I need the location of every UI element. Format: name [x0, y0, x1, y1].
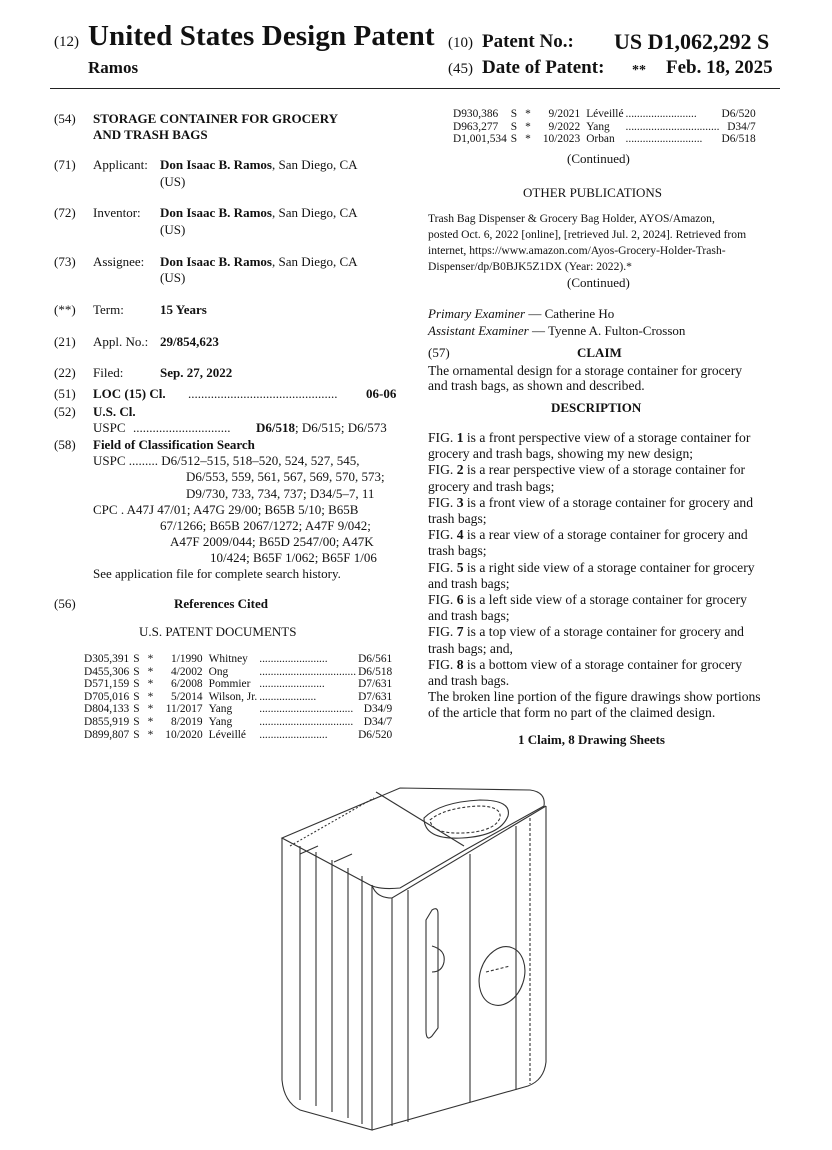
ref-number: D305,391 — [84, 653, 130, 665]
field-search-line: CPC . A47J 47/01; A47G 29/00; B65B 5/10; B65B — [93, 502, 359, 517]
description-line-text: is a front view of a storage container for grocery and — [463, 494, 754, 510]
ref-number: D963,277 — [453, 120, 499, 133]
reference-row — [84, 653, 392, 666]
assistant-examiner — [428, 323, 685, 339]
code-term: (**) — [54, 302, 76, 317]
figure-number: 6 — [456, 592, 464, 608]
top-face-outline — [282, 788, 544, 889]
patent-type-title: United States Design Patent — [88, 20, 435, 52]
ref-date: 11/2017 — [165, 703, 203, 716]
figure-number: 1 — [456, 430, 464, 445]
uspc-dots: .............................. — [133, 420, 231, 435]
side-slot — [426, 909, 438, 1038]
ref-number: D804,133 — [84, 703, 130, 716]
ref-name: Yang — [208, 703, 233, 716]
field-search-line: See application file for complete search history. — [93, 566, 341, 581]
description-line — [428, 576, 778, 592]
description-line-text: The broken line portion of the figure drawings show portions — [428, 689, 761, 705]
continued-references: (Continued) — [567, 151, 630, 166]
description-line-text: is a top view of a storage container for grocery and — [463, 624, 744, 640]
ref-dots: ......................... — [625, 108, 697, 120]
other-publication-line: Dispenser/dp/B0BJK5Z1DX (Year: 2022).* — [428, 260, 632, 273]
description-line-text: and trash bags; — [428, 575, 510, 591]
ref-date: 1/1990 — [170, 653, 203, 665]
ref-dots: .................................. — [259, 665, 357, 678]
inventor-line1 — [160, 205, 358, 221]
header-num12: (12) — [54, 34, 79, 50]
claim-heading: CLAIM — [577, 345, 622, 360]
description-line — [428, 673, 778, 689]
ref-kind: S — [510, 133, 518, 146]
side-face-outline — [372, 806, 546, 1130]
reference-row — [453, 121, 756, 134]
ref-name: Pommier — [208, 678, 251, 691]
ref-class: D6/520 — [358, 728, 393, 741]
other-publication-line: Trash Bag Dispenser & Grocery Bag Holder, AYOS/Amazon, — [428, 212, 715, 225]
ref-dots: ....................... — [259, 678, 325, 691]
figure-number: 8 — [456, 656, 464, 672]
ref-class: D6/518 — [358, 665, 393, 678]
term-value: 15 Years — [160, 302, 207, 317]
description-line-text: and trash bags; — [428, 608, 510, 624]
field-search-line: D6/553, 559, 561, 567, 569, 570, 573; — [186, 469, 385, 484]
description-line — [428, 543, 778, 559]
ref-date: 10/2023 — [542, 133, 581, 146]
ref-class: D34/7 — [727, 120, 756, 133]
header-num45: (45) — [448, 61, 473, 77]
description-line-text: is a right side view of a storage container for grocery — [463, 559, 755, 575]
description-heading: DESCRIPTION — [551, 400, 642, 415]
term-label: Term: — [93, 302, 124, 317]
ref-kind: S — [510, 120, 518, 133]
code-73: (73) — [54, 254, 76, 269]
code-58: (58) — [54, 437, 76, 452]
claim-text-line: and trash bags, as shown and described. — [428, 378, 645, 393]
ref-star: * — [525, 120, 531, 133]
patent-no-label: Patent No.: — [482, 31, 574, 52]
ref-name: Léveillé — [208, 728, 246, 741]
description-line-text: grocery and trash bags, showing my new design; — [428, 446, 694, 462]
appl-no-label: Appl. No.: — [93, 334, 149, 349]
description-line-text: FIG. — [428, 656, 457, 672]
ref-class: D6/561 — [358, 653, 393, 665]
other-publication-line: posted Oct. 6, 2022 [online], [retrieved Jul. 2, 2024]. Retrieved from — [428, 228, 747, 241]
description-line — [428, 446, 778, 462]
header-num10: (10) — [448, 35, 473, 51]
ref-kind: S — [133, 678, 140, 691]
ref-name: Yang — [586, 120, 610, 133]
design-title-line1: STORAGE CONTAINER FOR GROCERY — [93, 111, 339, 126]
ref-name: Whitney — [208, 653, 248, 665]
code-72: (72) — [54, 205, 76, 220]
field-search-line: A47F 2009/044; B65D 2547/00; A47K — [170, 534, 374, 549]
ref-star: * — [525, 108, 531, 120]
code-71: (71) — [54, 157, 76, 172]
figure-number: 4 — [456, 527, 464, 543]
assignee-line1 — [160, 254, 358, 270]
code-56: (56) — [54, 596, 76, 611]
description-line-text: trash bags; — [428, 511, 487, 527]
left-references-table — [84, 653, 392, 741]
uspc-other-classes: ; D6/515; D6/573 — [295, 420, 387, 435]
ref-number: D930,386 — [453, 108, 499, 120]
assignee-name: Don Isaac B. Ramos — [160, 254, 272, 269]
inventor-label: Inventor: — [93, 205, 141, 220]
code-54: (54) — [54, 111, 76, 126]
side-circular-hole — [472, 941, 532, 1012]
applicant-label: Applicant: — [93, 157, 148, 172]
loc-class-dots: .............................................. — [188, 386, 338, 401]
field-search-line: 10/424; B65F 1/062; B65F 1/06 — [210, 550, 377, 565]
ref-star: * — [147, 665, 154, 678]
ref-class: D7/631 — [358, 690, 393, 703]
ref-kind: S — [133, 690, 140, 703]
description-line-text: grocery and trash bags; — [428, 478, 555, 494]
description-line — [428, 657, 778, 673]
ref-class: D34/7 — [363, 715, 393, 728]
reference-row — [84, 703, 392, 716]
description-line — [428, 641, 778, 657]
description-line-text: is a rear view of a storage container for grocery and — [463, 527, 748, 543]
claim-text-line: The ornamental design for a storage container for grocery — [428, 363, 743, 378]
ref-date: 10/2020 — [165, 728, 203, 741]
ref-number: D1,001,534 — [453, 133, 507, 146]
inventor-short-name: Ramos — [88, 58, 139, 77]
date-of-patent-label: Date of Patent: — [482, 57, 605, 78]
ref-name: Ong — [208, 665, 229, 678]
description-line-text: trash bags; and, — [428, 640, 513, 656]
front-face-outline — [282, 838, 372, 1130]
description-line — [428, 689, 778, 705]
ref-number: D705,016 — [84, 690, 130, 703]
uspc-main-class: D6/518 — [256, 420, 295, 435]
design-figure-drawing — [0, 750, 832, 1150]
ref-date: 8/2019 — [170, 715, 203, 728]
ref-class: D7/631 — [358, 678, 393, 691]
description-line-text: FIG. — [428, 559, 457, 575]
assignee-label: Assignee: — [93, 254, 145, 269]
design-title-line2: AND TRASH BAGS — [93, 127, 208, 142]
patent-date: Feb. 18, 2025 — [666, 57, 773, 78]
description-line — [428, 592, 778, 608]
loc-class-label: LOC (15) Cl. — [93, 386, 166, 401]
assistant-examiner-name: — Tyenne A. Fulton-Crosson — [528, 323, 686, 338]
description-line — [428, 479, 778, 495]
ref-dots: ........................... — [625, 133, 703, 146]
field-search-line: USPC ......... D6/512–515, 518–520, 524, 527, 545, — [93, 453, 360, 468]
ref-class: D6/520 — [721, 108, 756, 120]
ref-kind: S — [133, 703, 140, 716]
loc-class-value: 06-06 — [366, 386, 397, 401]
ref-class: D34/9 — [363, 703, 393, 716]
ref-date: 4/2002 — [170, 665, 203, 678]
description-line-text: FIG. — [428, 624, 457, 640]
date-stars: ** — [632, 63, 646, 78]
ref-kind: S — [133, 665, 140, 678]
references-cited-heading: References Cited — [174, 596, 268, 611]
description-line — [428, 624, 778, 640]
description-line-text: trash bags; — [428, 543, 487, 559]
reference-row — [84, 691, 392, 704]
primary-examiner — [428, 306, 614, 322]
ref-dots: ........................ — [259, 653, 328, 665]
filed-value: Sep. 27, 2022 — [160, 365, 233, 380]
reference-row — [453, 108, 756, 121]
figure-number: 7 — [456, 624, 464, 640]
applicant-country: (US) — [160, 174, 186, 189]
inventor-loc: , San Diego, CA — [271, 205, 358, 220]
ref-date: 6/2008 — [170, 678, 203, 691]
right-references-table — [453, 108, 756, 146]
description-line-text: of the article that form no part of the claimed design. — [428, 705, 716, 721]
reference-row — [84, 716, 392, 729]
primary-examiner-label: Primary Examiner — [428, 306, 526, 321]
continued-publications: (Continued) — [567, 275, 630, 290]
ref-dots: ........................ — [259, 728, 328, 741]
applicant-loc: , San Diego, CA — [271, 157, 358, 172]
code-22: (22) — [54, 365, 76, 380]
ref-star: * — [147, 715, 154, 728]
code-52: (52) — [54, 404, 76, 419]
description-line — [428, 527, 778, 543]
description-line — [428, 430, 778, 446]
description-line-text: FIG. — [428, 430, 457, 445]
description-line-text: is a front perspective view of a storage container for — [463, 430, 751, 445]
ref-date: 9/2021 — [548, 108, 581, 120]
assignee-loc: , San Diego, CA — [271, 254, 358, 269]
filed-label: Filed: — [93, 365, 124, 380]
reference-row — [453, 133, 756, 146]
ref-star: * — [147, 690, 154, 703]
code-51: (51) — [54, 386, 76, 401]
header-rule — [50, 88, 780, 89]
description-line-text: FIG. — [428, 592, 457, 608]
field-search-label: Field of Classification Search — [93, 437, 255, 452]
description-line-text: is a left side view of a storage container for grocery — [463, 592, 747, 608]
ref-dots: ................................. — [625, 120, 720, 133]
ref-kind: S — [510, 108, 518, 120]
ref-name: Orban — [586, 133, 615, 146]
figure-number: 3 — [456, 494, 464, 510]
uspc-label: USPC — [93, 420, 126, 435]
other-publications-heading: OTHER PUBLICATIONS — [523, 185, 663, 200]
ref-name: Léveillé — [586, 108, 624, 120]
assistant-examiner-label: Assistant Examiner — [428, 323, 529, 338]
other-publication-line: internet, https://www.amazon.com/Ayos-Grocery-Holder-Trash- — [428, 244, 726, 257]
reference-row — [84, 678, 392, 691]
ref-date: 5/2014 — [170, 690, 203, 703]
description-line — [428, 511, 778, 527]
assignee-country: (US) — [160, 270, 186, 285]
reference-row — [84, 666, 392, 679]
ref-star: * — [147, 703, 154, 716]
description-line-text: is a bottom view of a storage container for grocery — [463, 656, 743, 672]
ref-name: Yang — [208, 715, 233, 728]
code-57: (57) — [428, 345, 450, 360]
inventor-name: Don Isaac B. Ramos — [160, 205, 272, 220]
us-patent-docs-heading: U.S. PATENT DOCUMENTS — [139, 624, 297, 639]
description-line-text: and trash bags. — [428, 673, 510, 689]
ref-number: D855,919 — [84, 715, 130, 728]
applicant-name: Don Isaac B. Ramos — [160, 157, 272, 172]
ref-star: * — [147, 728, 154, 741]
ref-star: * — [525, 133, 531, 146]
applicant-line1 — [160, 157, 358, 173]
primary-examiner-name: — Catherine Ho — [525, 306, 615, 321]
appl-no-value: 29/854,623 — [160, 334, 219, 349]
figure-number: 2 — [456, 462, 464, 478]
ref-star: * — [147, 678, 154, 691]
ref-kind: S — [133, 728, 140, 741]
description-line-text: FIG. — [428, 527, 457, 543]
claims-sheets-summary: 1 Claim, 8 Drawing Sheets — [518, 732, 665, 747]
field-search-line: 67/1266; B65B 2067/1272; A47F 9/042; — [160, 518, 371, 533]
ref-number: D899,807 — [84, 728, 130, 741]
ref-kind: S — [133, 715, 140, 728]
field-search-line: D9/730, 733, 734, 737; D34/5–7, 11 — [186, 486, 375, 501]
code-21: (21) — [54, 334, 76, 349]
ref-class: D6/518 — [721, 133, 756, 146]
description-line — [428, 462, 778, 478]
inventor-country: (US) — [160, 222, 186, 237]
ref-number: D571,159 — [84, 678, 130, 691]
ref-star: * — [147, 653, 154, 665]
us-cl-label: U.S. Cl. — [93, 404, 136, 419]
ref-dots: ................................. — [259, 715, 354, 728]
description-line — [428, 705, 778, 721]
figure-number: 5 — [456, 559, 464, 575]
description-line-text: FIG. — [428, 462, 457, 478]
ref-dots: ................................. — [259, 703, 354, 716]
description-line — [428, 608, 778, 624]
description-line-text: is a rear perspective view of a storage container for — [463, 462, 746, 478]
ref-kind: S — [133, 653, 140, 665]
description-line-text: FIG. — [428, 494, 457, 510]
uspc-classes — [256, 420, 387, 436]
description-line — [428, 560, 778, 576]
ref-date: 9/2022 — [548, 120, 581, 133]
patent-number: US D1,062,292 S — [614, 29, 770, 54]
description-line — [428, 495, 778, 511]
ref-name: Wilson, Jr. — [208, 690, 258, 703]
ref-number: D455,306 — [84, 665, 130, 678]
reference-row — [84, 729, 392, 742]
description-text — [428, 430, 778, 722]
ref-dots: .................... — [259, 690, 317, 703]
